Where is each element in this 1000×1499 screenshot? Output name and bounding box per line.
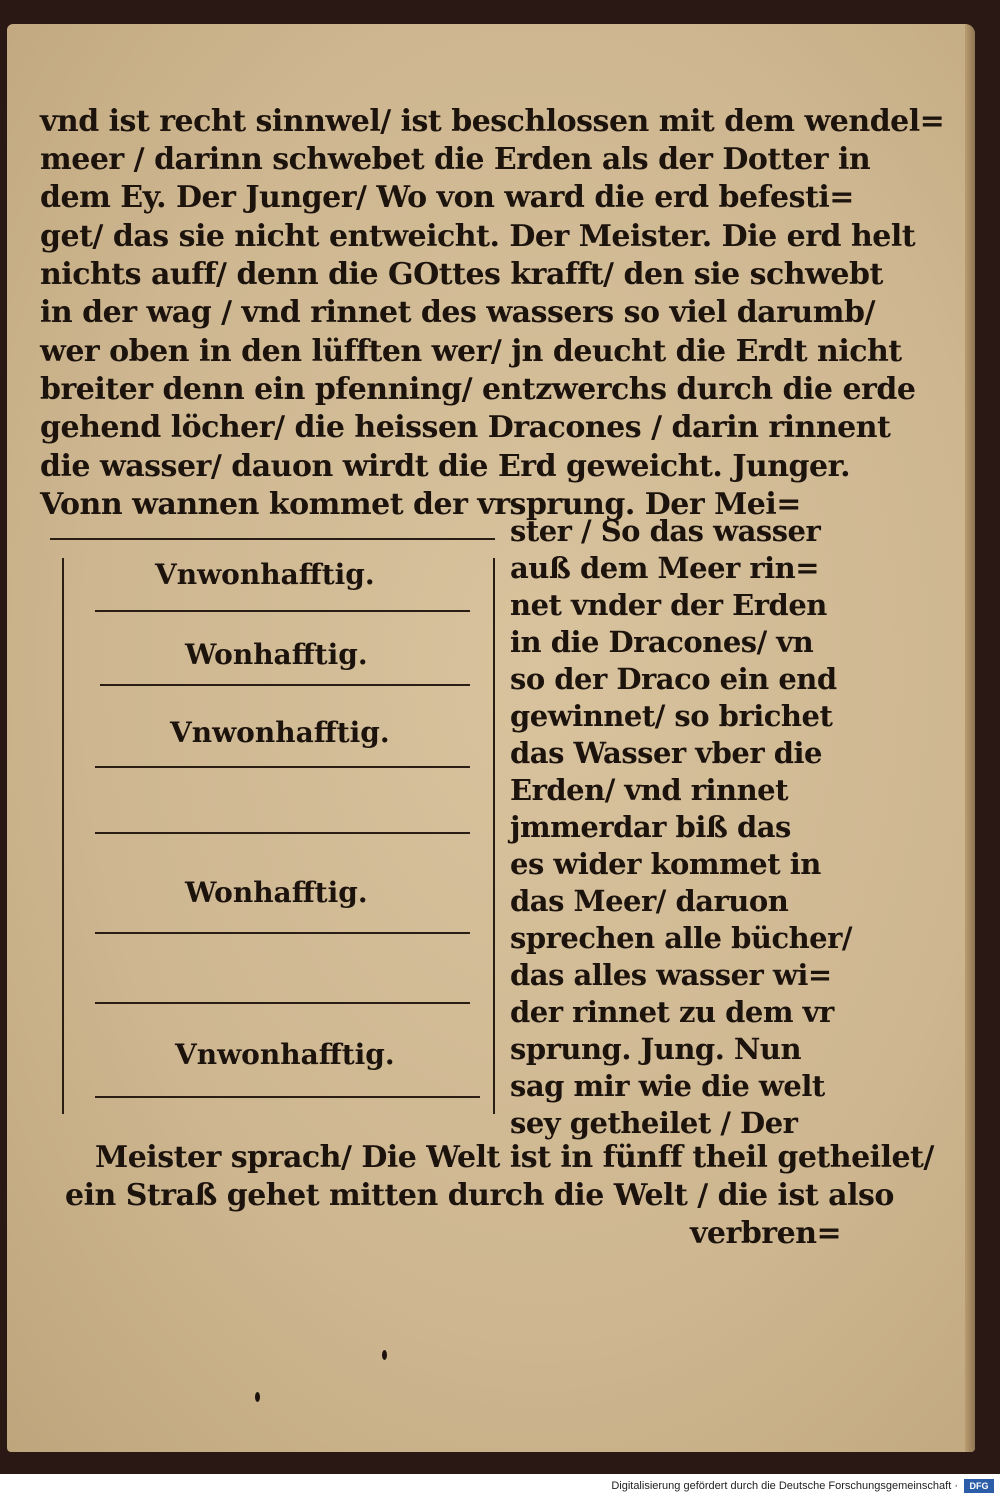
text-line: ein Straß gehet mitten durch die Welt / die ist also bbox=[65, 1178, 894, 1213]
zones-diagram bbox=[60, 528, 495, 1118]
zone-label: Vnwonhafftig. bbox=[155, 558, 375, 591]
zone-divider bbox=[100, 684, 470, 686]
text-line: jmmerdar biß das bbox=[510, 810, 791, 844]
funding-credit: Digitalisierung gefördert durch die Deutsche Forschungsgemeinschaft · bbox=[611, 1480, 958, 1492]
text-line: dem Ey. Der Junger/ Wo von ward die erd befesti= bbox=[40, 180, 854, 215]
text-line: vnd ist recht sinnwel/ ist beschlossen mit dem wendel= bbox=[40, 104, 945, 139]
dfg-logo: DFG bbox=[964, 1479, 994, 1493]
footer-bar bbox=[0, 1474, 1000, 1499]
ink-mark bbox=[255, 1392, 260, 1402]
text-line: das Wasser vber die bbox=[510, 736, 823, 770]
text-line: der rinnet zu dem vr bbox=[510, 995, 834, 1029]
text-line: nichts auff/ denn die GOttes krafft/ den sie schwebt bbox=[40, 257, 883, 292]
zone-divider bbox=[95, 610, 470, 612]
text-line: in die Dracones/ vn bbox=[510, 625, 814, 659]
text-line: auß dem Meer rin= bbox=[510, 551, 820, 585]
page-edge bbox=[965, 24, 975, 1452]
text-line: es wider kommet in bbox=[510, 847, 821, 881]
text-line: meer / darinn schwebet die Erden als der Dotter in bbox=[40, 142, 871, 177]
text-line: Meister sprach/ Die Welt ist in fünff theil getheilet/ bbox=[95, 1140, 934, 1175]
zone-divider bbox=[95, 766, 470, 768]
catchword: verbren= bbox=[690, 1216, 842, 1251]
text-line: wer oben in den lüfften wer/ jn deucht die Erdt nicht bbox=[40, 334, 902, 369]
zone-label: Wonhafftig. bbox=[185, 638, 368, 671]
text-line: Erden/ vnd rinnet bbox=[510, 773, 789, 807]
text-line: das Meer/ daruon bbox=[510, 884, 789, 918]
text-line: sag mir wie die welt bbox=[510, 1069, 825, 1103]
text-line: get/ das sie nicht entweicht. Der Meister. Die erd helt bbox=[40, 219, 916, 254]
zone-divider bbox=[95, 1096, 480, 1098]
text-line: das alles wasser wi= bbox=[510, 958, 832, 992]
zone-divider bbox=[95, 832, 470, 834]
text-line: in der wag / vnd rinnet des wassers so viel darumb/ bbox=[40, 295, 875, 330]
text-line: Vonn wannen kommet der vrsprung. Der Mei= bbox=[40, 487, 801, 522]
zone-label: Vnwonhafftig. bbox=[170, 716, 390, 749]
ink-mark bbox=[382, 1350, 387, 1360]
text-line: die wasser/ dauon wirdt die Erd geweicht. Junger. bbox=[40, 449, 851, 484]
text-line: sey getheilet / Der bbox=[510, 1106, 798, 1140]
text-line: breiter denn ein pfenning/ entzwerchs durch die erde bbox=[40, 372, 916, 407]
text-line: gewinnet/ so brichet bbox=[510, 699, 833, 733]
text-line: gehend löcher/ die heissen Dracones / darin rinnent bbox=[40, 410, 891, 445]
zone-divider bbox=[95, 932, 470, 934]
top-rule bbox=[50, 538, 495, 540]
right-border bbox=[493, 558, 495, 1114]
text-line: sprung. Jung. Nun bbox=[510, 1032, 802, 1066]
text-line: ster / So das wasser bbox=[510, 514, 821, 548]
left-border bbox=[62, 558, 64, 1114]
text-line: sprechen alle bücher/ bbox=[510, 921, 853, 955]
zone-label: Vnwonhafftig. bbox=[175, 1038, 395, 1071]
text-line: so der Draco ein end bbox=[510, 662, 837, 696]
zone-label: Wonhafftig. bbox=[185, 876, 368, 909]
zone-divider bbox=[95, 1002, 470, 1004]
text-line: net vnder der Erden bbox=[510, 588, 827, 622]
